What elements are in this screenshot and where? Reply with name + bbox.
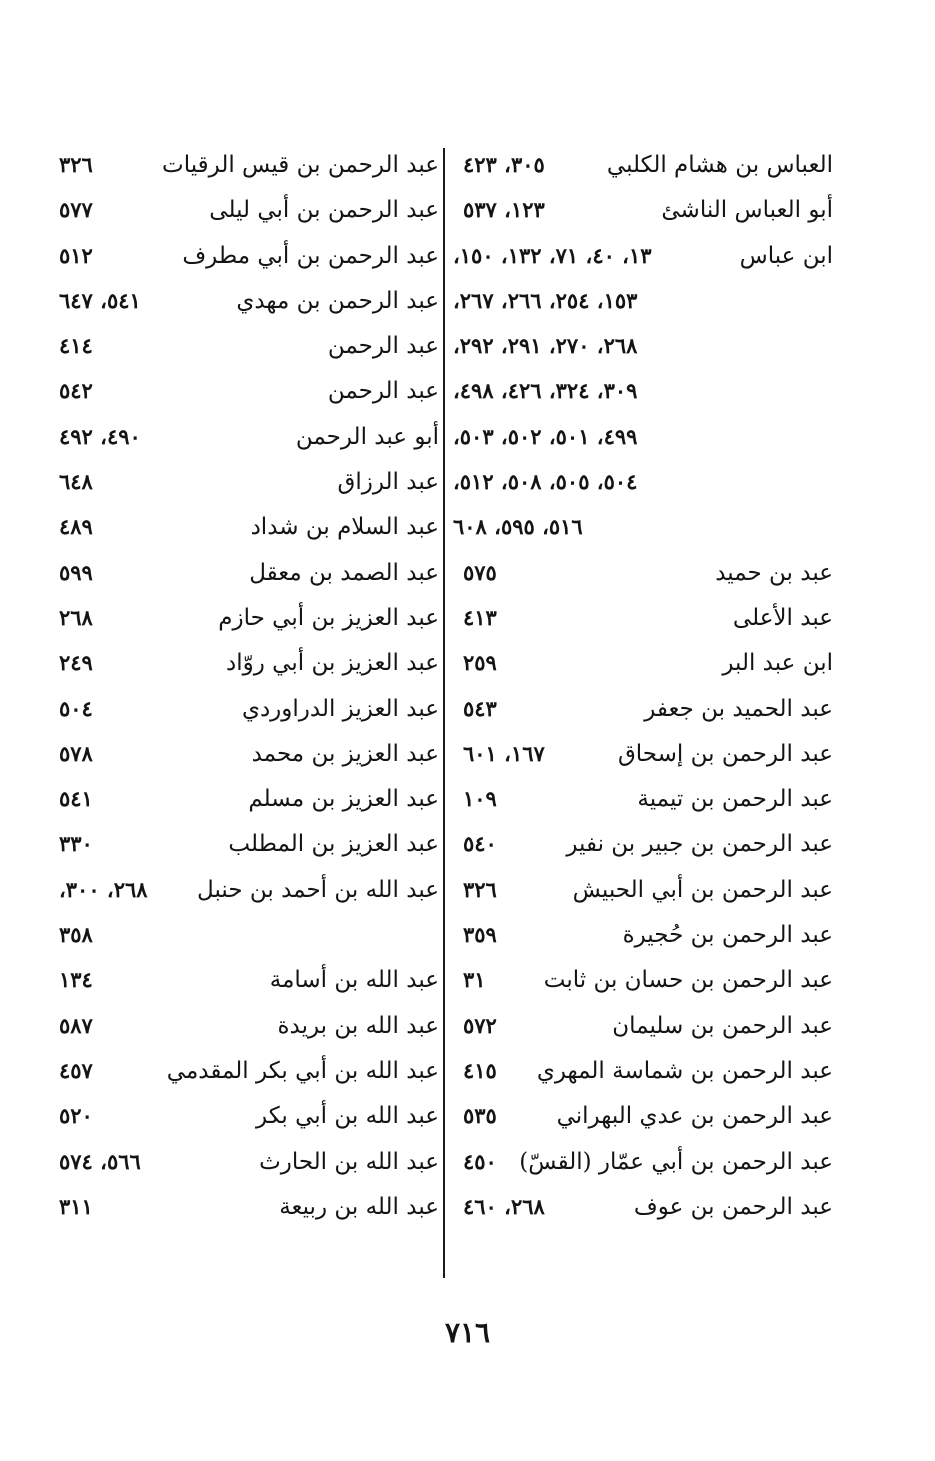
- entry-name: عبد السلام بن شداد: [250, 514, 439, 541]
- index-entry: [453, 142, 845, 187]
- entry-pages: ٥٠٤: [59, 695, 93, 721]
- index-entry-continuation: [453, 323, 845, 368]
- entry-pages: ٤٩٠، ٤٩٢: [59, 423, 141, 449]
- entry-pages: ٣٠٩، ٣٢٤، ٤٢٦، ٤٩٨،: [453, 378, 638, 404]
- index-entry: [453, 1048, 845, 1093]
- entry-name: عبد الله بن بريدة: [277, 1012, 439, 1039]
- entry-name: عبد الله بن أبي بكر المقدمي: [166, 1057, 439, 1084]
- entry-name: عبد الرزاق: [337, 469, 439, 496]
- entry-name: عبد الرحمن: [327, 333, 439, 360]
- entry-name: عبد العزيز بن أبي روّاد: [226, 650, 439, 677]
- index-column-right: [453, 142, 845, 1229]
- entry-pages: ٣٥٨: [59, 922, 93, 948]
- index-entry: [45, 142, 443, 187]
- entry-pages: ١٥٣، ٢٥٤، ٢٦٦، ٢٦٧،: [453, 287, 638, 313]
- entry-pages: ٥٤٣: [463, 695, 497, 721]
- index-entry: [453, 821, 845, 866]
- index-entry: [45, 640, 443, 685]
- entry-pages: ٣٥٩: [463, 922, 497, 948]
- entry-pages: ٣٢٦: [59, 152, 93, 177]
- entry-pages: ١٦٧، ٦٠١: [463, 740, 545, 766]
- index-entry: [45, 595, 443, 640]
- entry-pages: ٣٣٠: [59, 831, 93, 857]
- entry-name: ابن عبد البر: [722, 650, 833, 677]
- index-entry-continuation: [453, 368, 845, 413]
- index-entry: [453, 1093, 845, 1138]
- entry-pages: ١٢٣، ٥٣٧: [463, 197, 545, 223]
- entry-name: عبد الرحمن بن حُجيرة: [622, 922, 833, 949]
- entry-pages: ٤١٥: [463, 1057, 497, 1083]
- entry-name: عبد الرحمن بن عدي البهراني: [556, 1103, 833, 1130]
- entry-pages: ٣١: [463, 967, 486, 993]
- column-divider: [443, 148, 445, 1278]
- entry-name: عبد الرحمن: [327, 378, 439, 405]
- entry-name: عبد الرحمن بن شماسة المهري: [536, 1057, 833, 1084]
- index-entry-continuation: [453, 414, 845, 459]
- index-entry: [453, 776, 845, 821]
- entry-pages: ٥٣٥: [463, 1103, 497, 1129]
- entry-name: العباس بن هشام الكلبي: [606, 152, 833, 178]
- entry-pages: ١٣، ٤٠، ٧١، ١٣٢، ١٥٠،: [453, 242, 652, 268]
- entry-pages: ٢٦٨، ٢٧٠، ٢٩١، ٢٩٢،: [453, 333, 638, 359]
- entry-name: عبد الرحمن بن عوف: [633, 1193, 833, 1220]
- index-entry: [453, 1139, 845, 1184]
- entry-name: عبد الله بن أبي بكر: [256, 1103, 439, 1130]
- entry-name: عبد الحميد بن جعفر: [644, 695, 833, 722]
- entry-name: عبد الله بن الحارث: [259, 1148, 439, 1175]
- entry-pages: ٤٥٠: [463, 1148, 497, 1174]
- index-entry: [45, 957, 443, 1002]
- index-entry: [45, 686, 443, 731]
- entry-pages: ٥٤٠: [463, 831, 497, 857]
- index-entry: [45, 821, 443, 866]
- entry-name: عبد الرحمن بن سليمان: [612, 1012, 833, 1039]
- entry-pages: ٥١٢: [59, 242, 93, 268]
- entry-pages: ٥٠٤، ٥٠٥، ٥٠٨، ٥١٢،: [453, 469, 638, 495]
- entry-pages: ٢٤٩: [59, 650, 93, 676]
- entry-name: عبد العزيز بن مسلم: [248, 786, 439, 813]
- index-entry: [453, 550, 845, 595]
- entry-name: عبد الرحمن بن أبي ليلى: [209, 197, 439, 224]
- entry-name: عبد العزيز بن المطلب: [228, 831, 439, 858]
- index-entry: [453, 912, 845, 957]
- entry-name: عبد الرحمن بن مهدي: [236, 287, 439, 314]
- entry-pages: ٥٢٠: [59, 1103, 93, 1129]
- entry-pages: ٥٧٧: [59, 197, 93, 223]
- index-entry: [453, 686, 845, 731]
- index-entry-continuation: [453, 504, 845, 549]
- index-entry: [45, 187, 443, 232]
- entry-pages: ٥٧٨: [59, 740, 93, 766]
- entry-name: أبو عبد الرحمن: [295, 423, 439, 450]
- entry-pages: ٥٤١، ٦٤٧: [59, 287, 141, 313]
- index-entry: [45, 323, 443, 368]
- entry-pages: ٢٦٨، ٤٦٠: [463, 1193, 545, 1219]
- entry-name: عبد الرحمن بن أبي الحبيش: [572, 876, 833, 903]
- entry-pages: ١٣٤: [59, 967, 93, 993]
- entry-pages: ٤٩٩، ٥٠١، ٥٠٢، ٥٠٣،: [453, 423, 638, 449]
- index-entry: [45, 414, 443, 459]
- entry-pages: ٢٦٨: [59, 604, 93, 630]
- entry-name: عبد العزيز بن أبي حازم: [218, 604, 439, 631]
- entry-pages: ٥٤١: [59, 786, 93, 812]
- index-entry: [45, 504, 443, 549]
- index-entry: [453, 233, 845, 278]
- entry-name: عبد الله بن أسامة: [269, 967, 439, 994]
- entry-pages: ١٠٩: [463, 786, 497, 812]
- entry-pages: ٤٥٧: [59, 1057, 93, 1083]
- index-entry: [45, 1093, 443, 1138]
- entry-name: عبد الله بن ربيعة: [279, 1193, 439, 1220]
- entry-name: أبو العباس الناشئ: [661, 197, 833, 224]
- entry-name: عبد الرحمن بن حسان بن ثابت: [543, 967, 833, 994]
- entry-pages: ٤٨٩: [59, 514, 93, 540]
- entry-name: عبد الرحمن بن إسحاق: [617, 740, 833, 767]
- entry-pages: ٣١١: [59, 1193, 93, 1219]
- index-entry: [45, 368, 443, 413]
- entry-name: عبد الأعلى: [732, 604, 833, 631]
- entry-name: ابن عباس: [739, 242, 833, 269]
- index-entry: [45, 278, 443, 323]
- index-entry: [453, 595, 845, 640]
- entry-name: عبد الصمد بن معقل: [249, 559, 439, 586]
- entry-pages: ٣٠٥، ٤٢٣: [463, 152, 545, 177]
- entry-pages: ٤١٤: [59, 333, 93, 359]
- entry-pages: ٥٨٧: [59, 1012, 93, 1038]
- index-entry: [45, 233, 443, 278]
- entry-name: عبد الرحمن بن أبي مطرف: [182, 242, 439, 269]
- entry-pages: ٥١٦، ٥٩٥، ٦٠٨: [453, 514, 583, 540]
- index-entry: [45, 776, 443, 821]
- index-entry: [453, 187, 845, 232]
- index-entry: [45, 867, 443, 912]
- index-entry: [453, 1003, 845, 1048]
- entry-pages: ٢٥٩: [463, 650, 497, 676]
- index-entry: [45, 459, 443, 504]
- entry-pages: ٥٦٦، ٥٧٤: [59, 1148, 141, 1174]
- index-entry-continuation: [453, 278, 845, 323]
- entry-name: عبد الله بن أحمد بن حنبل: [197, 876, 439, 903]
- index-entry: [45, 1139, 443, 1184]
- entry-pages: ٢٦٨، ٣٠٠،: [59, 876, 148, 902]
- entry-name: عبد الرحمن بن تيمية: [637, 786, 833, 813]
- entry-name: عبد العزيز بن محمد: [251, 740, 439, 767]
- entry-pages: ٥٧٢: [463, 1012, 497, 1038]
- index-entry: [45, 550, 443, 595]
- index-entry: [453, 1184, 845, 1229]
- entry-pages: ٦٤٨: [59, 469, 93, 495]
- entry-pages: ٣٢٦: [463, 876, 497, 902]
- entry-pages: ٥٧٥: [463, 559, 497, 585]
- index-entry: [45, 1003, 443, 1048]
- entry-name: عبد الرحمن بن قيس الرقيات: [162, 152, 439, 178]
- entry-name: عبد بن حميد: [715, 559, 833, 586]
- index-entry: [453, 957, 845, 1002]
- index-entry-continuation: [45, 912, 443, 957]
- index-entry: [45, 1048, 443, 1093]
- index-entry-continuation: [453, 459, 845, 504]
- entry-pages: ٤١٣: [463, 604, 497, 630]
- entry-pages: ٥٤٢: [59, 378, 93, 404]
- page-number: ٧١٦: [444, 1316, 491, 1349]
- index-entry: [453, 640, 845, 685]
- entry-pages: ٥٩٩: [59, 559, 93, 585]
- index-entry: [453, 731, 845, 776]
- entry-name: عبد الرحمن بن جبير بن نفير: [566, 831, 833, 858]
- index-column-left: [45, 142, 443, 1229]
- entry-name: عبد الرحمن بن أبي عمّار (القسّ): [519, 1148, 833, 1175]
- index-entry: [45, 731, 443, 776]
- entry-name: عبد العزيز الدراوردي: [241, 695, 439, 722]
- index-entry: [45, 1184, 443, 1229]
- index-entry: [453, 867, 845, 912]
